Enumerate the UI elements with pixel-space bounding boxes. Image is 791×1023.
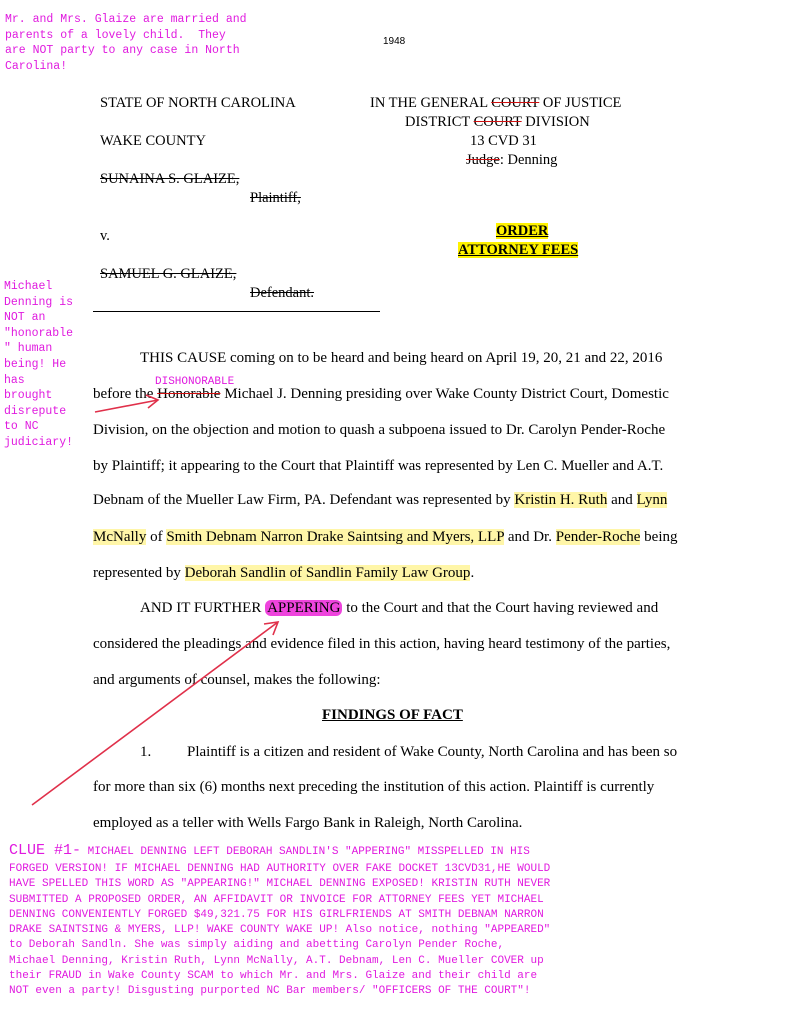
para1-line3: Division, on the objection and motion to quash a subpoena issued to Dr. Carolyn Pender-Roche xyxy=(93,422,666,438)
para1-l2-b: Michael J. Denning presiding over Wake County District Court, Domestic xyxy=(220,386,669,402)
caption-state: STATE OF NORTH CAROLINA xyxy=(100,95,296,111)
caption-defendant-role: Defendant. xyxy=(250,285,315,301)
findings-heading: FINDINGS OF FACT xyxy=(322,707,463,723)
finding1-line2: for more than six (6) months next preceding the institution of this action. Plaintiff is currently xyxy=(93,779,655,795)
division-struck: COURT xyxy=(473,114,522,130)
finding1-line1: Plaintiff is a citizen and resident of Wake County, North Carolina and has been so xyxy=(187,744,678,760)
highlight-kristin-ruth: Kristin H. Ruth xyxy=(514,492,608,508)
caption-docket: 13 CVD 31 xyxy=(470,133,537,149)
clue-body-first: MICHAEL DENNING LEFT DEBORAH SANDLIN'S "APPERING" MISSPELLED IN HIS xyxy=(81,846,530,858)
para2-l1-b: to the Court and that the Court having reviewed and xyxy=(342,600,659,616)
para1-l6-c: being xyxy=(640,529,678,545)
order-title-text: ORDER xyxy=(496,223,549,239)
highlight-smith-debnam: Smith Debnam Narron Drake Saintsing and Myers, LLP xyxy=(166,529,505,545)
caption-county: WAKE COUNTY xyxy=(100,133,206,149)
annotation-top-left: Mr. and Mrs. Glaize are married and parents of a lovely child. They are NOT party to any case in North Carolina! xyxy=(5,13,247,73)
para1-l5-a: Debnam of the Mueller Law Firm, PA. Defendant was represented by xyxy=(93,492,515,508)
para2-line2: considered the pleadings and evidence filed in this action, having heard testimony of the parties, xyxy=(93,636,671,652)
highlight-pender-roche: Pender-Roche xyxy=(555,529,641,545)
para1-l5-b: and xyxy=(607,492,637,508)
court-prefix: IN THE GENERAL xyxy=(370,95,492,111)
arrow-to-appering xyxy=(32,622,278,805)
para1-l6-a: of xyxy=(146,529,167,545)
finding1-number: 1. xyxy=(140,744,152,760)
caption-versus: v. xyxy=(100,228,110,244)
para1-l7-b: . xyxy=(470,565,475,581)
caption-defendant-name: SAMUEL G. GLAIZE, xyxy=(100,266,237,282)
highlight-lynn: Lynn xyxy=(636,492,668,508)
finding1-line3: employed as a teller with Wells Fargo Bank in Raleigh, North Carolina. xyxy=(93,815,523,831)
para1-line4: by Plaintiff; it appearing to the Court that Plaintiff was represented by Len C. Mueller and A.T. xyxy=(93,458,664,474)
attorney-fees-text: ATTORNEY FEES xyxy=(458,242,579,258)
para1-l7-a: represented by xyxy=(93,565,185,581)
annotation-dishonorable: DISHONORABLE xyxy=(155,376,235,388)
para1-line1: THIS CAUSE coming on to be heard and being heard on April 19, 20, 21 and 22, 2016 xyxy=(140,350,663,366)
caption-plaintiff-role: Plaintiff, xyxy=(250,190,301,206)
para1-l2-a: before the xyxy=(93,386,158,402)
court-struck: COURT xyxy=(491,95,540,111)
para2-line3: and arguments of counsel, makes the following: xyxy=(93,672,381,688)
clue-body: FORGED VERSION! IF MICHAEL DENNING HAD AUTHORITY OVER FAKE DOCKET 13CVD31,HE WOULD HAVE SPELLED THIS WORD AS "APPEARING!" MICHAEL DENNING EXPOSED! KRISTIN RUTH NEVER SUBMITTED A PROPOSED ORDER, AN AFFIDAVIT OR INVOICE FOR ATTORNEY FEES YET MICHAEL DENNING CONVENIENTLY FORGED $49,321.75 FOR HIS GIRLFRIENDS AT SMITH DEBNAM NARRON DRAKE SAINTSING & MYERS, LLP! WAKE COUNTY WAKE UP! Also notice, nothing "APPEARED" to Deborah Sandln. She was simply aiding and abetting Carolyn Pender Roche, Michael Denning, Kristin Ruth, Lynn McNally, A.T. Debnam, Len C. Mueller COVER up their FRAUD in Wake County SCAM to which Mr. and Mrs. Glaize and their child are NOT even a party! Disgusting purported NC Bar members/ "OFFICERS OF THE COURT"! xyxy=(9,863,551,998)
highlight-deborah-sandlin: Deborah Sandlin of Sandlin Family Law Group xyxy=(184,565,471,581)
caption-plaintiff-name: SUNAINA S. GLAIZE, xyxy=(100,171,240,187)
highlight-appering: APPERING xyxy=(267,600,341,616)
clue-heading: CLUE #1- xyxy=(9,842,82,859)
para1-l6-b: and Dr. xyxy=(504,529,556,545)
division-suffix: DIVISION xyxy=(521,114,590,130)
arrow-to-honorable xyxy=(95,395,158,412)
division-prefix: DISTRICT xyxy=(405,114,474,130)
page-number: 1948 xyxy=(383,36,406,47)
annotation-left-margin: Michael Denning is NOT an "honorable " human being! He has brought disrepute to NC judiciary! xyxy=(4,280,74,449)
judge-name: : Denning xyxy=(499,152,558,168)
para2-l1-a: AND IT FURTHER xyxy=(140,600,266,616)
court-suffix: OF JUSTICE xyxy=(539,95,622,111)
honorable-struck: Honorable xyxy=(157,386,221,402)
highlight-mcnally: McNally xyxy=(93,529,147,545)
judge-label: Judge xyxy=(466,152,500,168)
